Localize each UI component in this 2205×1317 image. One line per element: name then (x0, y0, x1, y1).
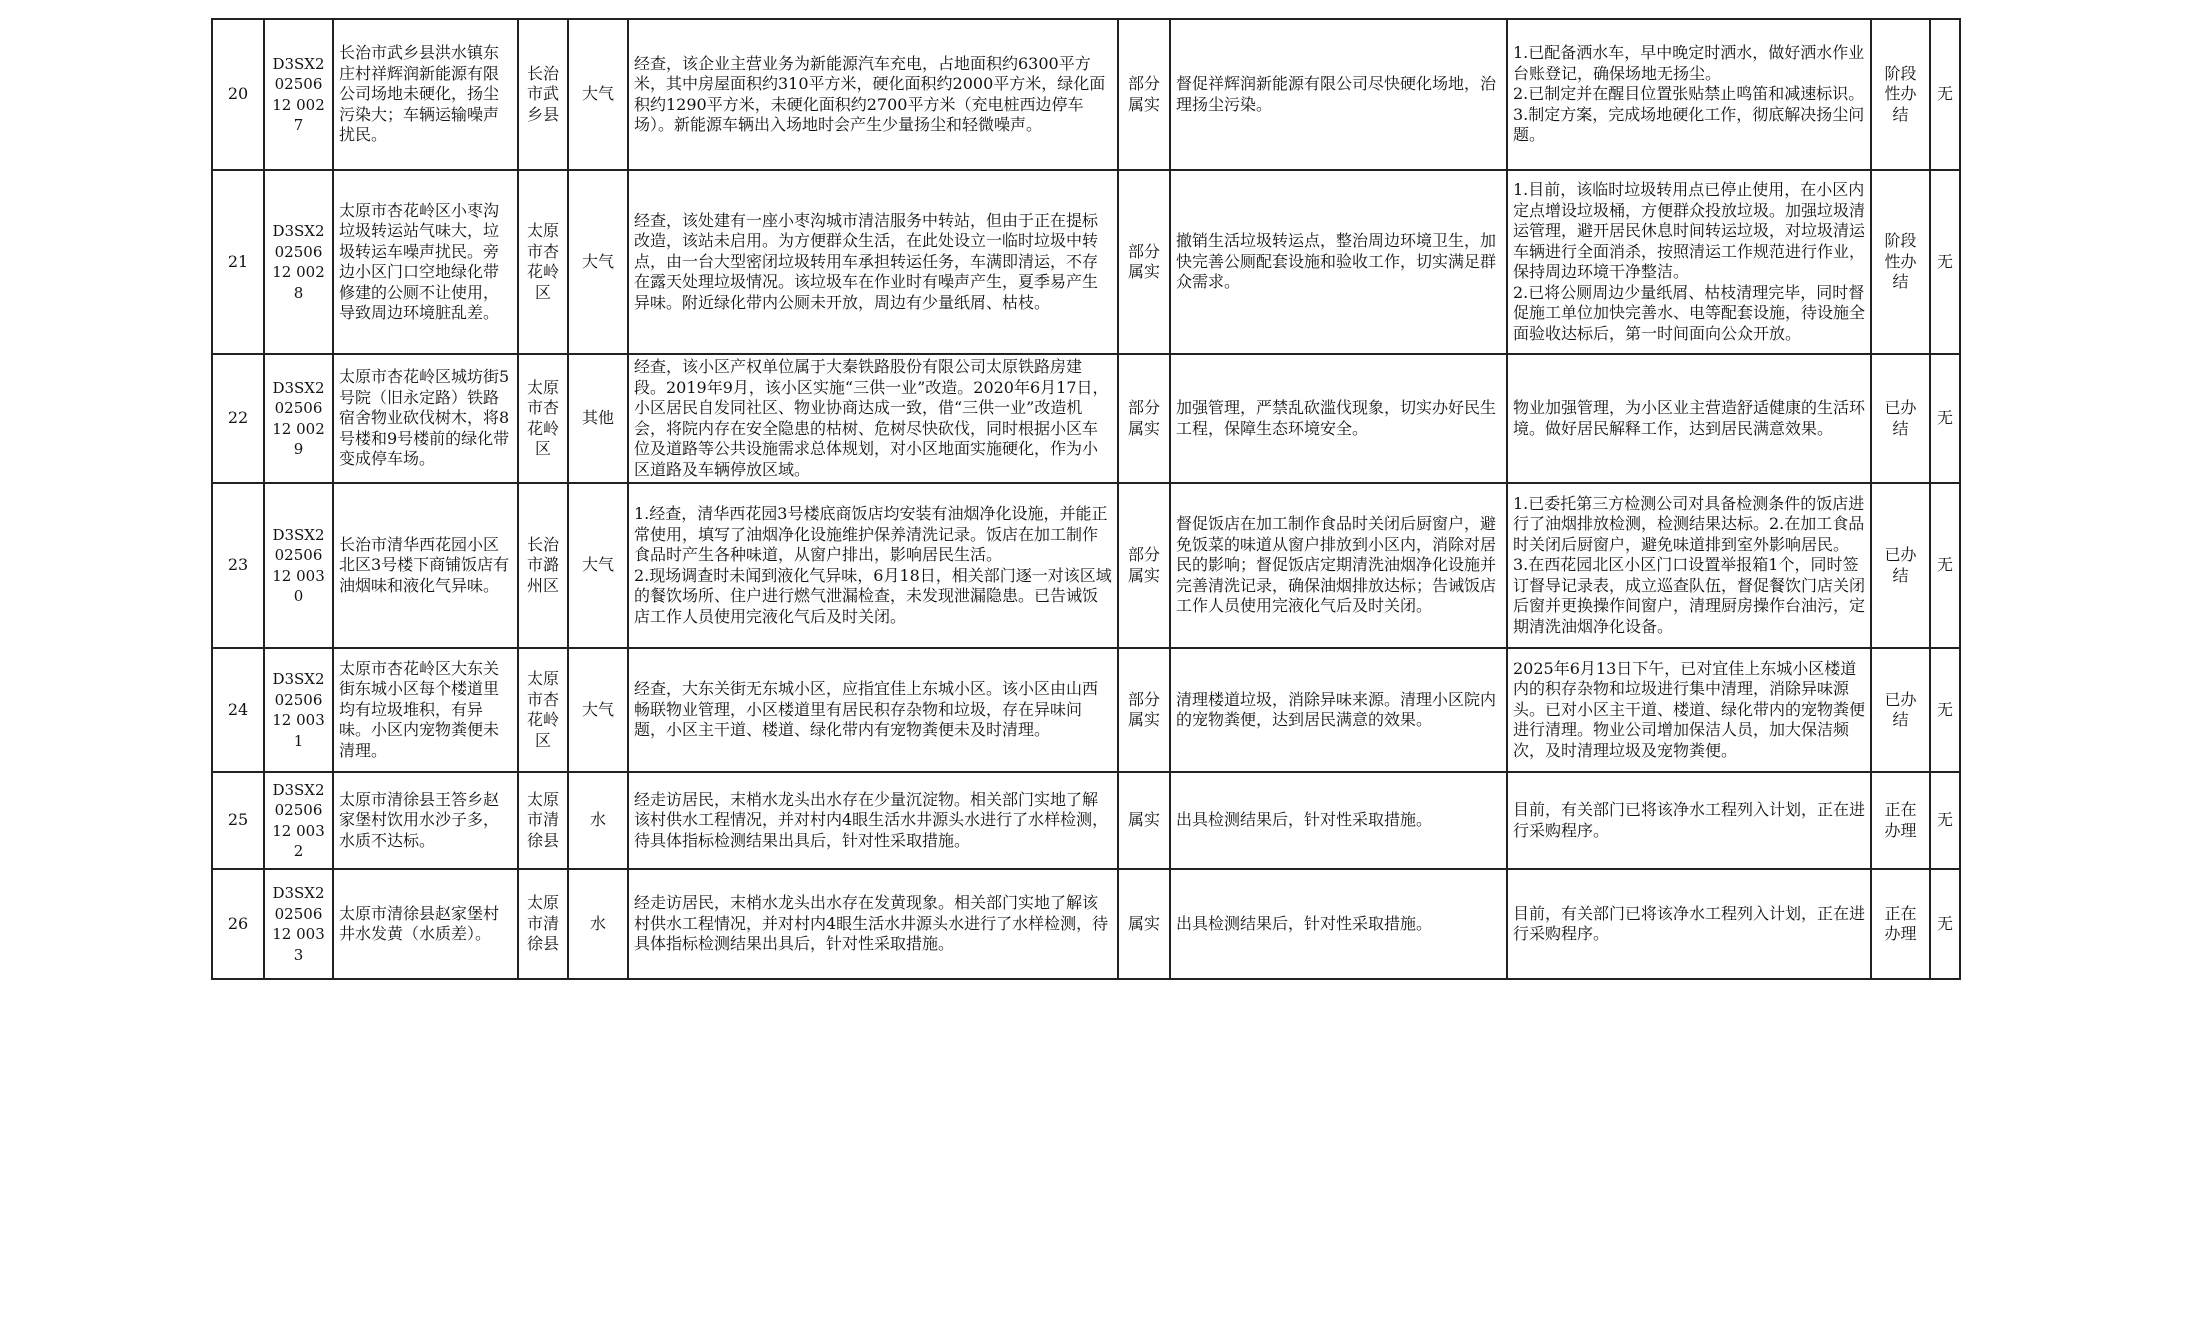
administrative-area: 太原市杏花岭区 (518, 170, 568, 354)
rectification-progress: 1.已委托第三方检测公司对具备检测条件的饭店进行了油烟排放检测，检测结果达标。2.在加工食品时关闭后厨窗户，避免味道排到室外影响居民。 3.在西花园北区小区门口设置举报箱1个，同时签订督导记录表，成立巡查队伍，督促餐饮门店关闭后窗并更换操作间窗户，清理厨房操作台油污，定期清洗油烟净化设备。 (1507, 483, 1871, 648)
administrative-area: 太原市杏花岭区 (518, 354, 568, 483)
problem-description: 太原市杏花岭区城坊街5号院（旧永定路）铁路宿舍物业砍伐树木，将8号楼和9号楼前的绿化带变成停车场。 (333, 354, 518, 483)
row-number: 26 (212, 869, 264, 979)
table-row (212, 354, 1960, 483)
accountability-note: 无 (1930, 869, 1960, 979)
rectification-progress: 目前，有关部门已将该净水工程列入计划，正在进行采购程序。 (1507, 772, 1871, 869)
handling-status: 已办结 (1871, 483, 1930, 648)
table-row (212, 170, 1960, 354)
case-id: D3SX20250612 0027 (264, 19, 333, 170)
problem-description: 太原市杏花岭区小枣沟垃圾转运站气味大，垃圾转运车噪声扰民。旁边小区门口空地绿化带修建的公厕不让使用，导致周边环境脏乱差。 (333, 170, 518, 354)
accountability-note: 无 (1930, 648, 1960, 772)
verification-result: 部分属实 (1118, 648, 1170, 772)
case-id: D3SX20250612 0030 (264, 483, 333, 648)
rectification-progress: 物业加强管理，为小区业主营造舒适健康的生活环境。做好居民解释工作，达到居民满意效果。 (1507, 354, 1871, 483)
problem-description: 太原市清徐县王答乡赵家堡村饮用水沙子多，水质不达标。 (333, 772, 518, 869)
rectification-requirement: 加强管理，严禁乱砍滥伐现象，切实办好民生工程，保障生态环境安全。 (1170, 354, 1507, 483)
administrative-area: 太原市清徐县 (518, 869, 568, 979)
rectification-progress: 1.目前，该临时垃圾转用点已停止使用，在小区内定点增设垃圾桶，方便群众投放垃圾。加强垃圾清运管理，避开居民休息时间转运垃圾，对垃圾清运车辆进行全面消杀，按照清运工作规范进行作业，保持周边环境干净整洁。 2.已将公厕周边少量纸屑、枯枝清理完毕，同时督促施工单位加快完善水、电等配套设施，待设施全面验收达标后，第一时间面向公众开放。 (1507, 170, 1871, 354)
verification-result: 部分属实 (1118, 19, 1170, 170)
accountability-note: 无 (1930, 354, 1960, 483)
row-number: 24 (212, 648, 264, 772)
investigation-findings: 经走访居民，末梢水龙头出水存在发黄现象。相关部门实地了解该村供水工程情况，并对村内4眼生活水井源头水进行了水样检测，待具体指标检测结果出具后，针对性采取措施。 (628, 869, 1118, 979)
investigation-findings: 经走访居民，末梢水龙头出水存在少量沉淀物。相关部门实地了解该村供水工程情况，并对村内4眼生活水井源头水进行了水样检测，待具体指标检测结果出具后，针对性采取措施。 (628, 772, 1118, 869)
case-id: D3SX20250612 0032 (264, 772, 333, 869)
complaint-table-sheet (211, 18, 1961, 980)
investigation-findings: 经查，该小区产权单位属于大秦铁路股份有限公司太原铁路房建段。2019年9月，该小区实施“三供一业”改造。2020年6月17日，小区居民自发同社区、物业协商达成一致，借“三供一业”改造机会，将院内存在安全隐患的枯树、危树尽快砍伐，同时根据小区车位及道路等公共设施需求总体规划，对小区地面实施硬化，作为小区道路及车辆停放区域。 (628, 354, 1118, 483)
verification-result: 属实 (1118, 772, 1170, 869)
rectification-requirement: 出具检测结果后，针对性采取措施。 (1170, 772, 1507, 869)
rectification-progress: 1.已配备洒水车，早中晚定时洒水，做好洒水作业台账登记，确保场地无扬尘。 2.已制定并在醒目位置张贴禁止鸣笛和减速标识。 3.制定方案，完成场地硬化工作，彻底解决扬尘问题。 (1507, 19, 1871, 170)
rectification-progress: 目前，有关部门已将该净水工程列入计划，正在进行采购程序。 (1507, 869, 1871, 979)
pollution-type: 水 (568, 869, 628, 979)
handling-status: 阶段性办结 (1871, 19, 1930, 170)
accountability-note: 无 (1930, 19, 1960, 170)
case-id: D3SX20250612 0031 (264, 648, 333, 772)
table-row (212, 772, 1960, 869)
handling-status: 已办结 (1871, 648, 1930, 772)
rectification-progress: 2025年6月13日下午，已对宜佳上东城小区楼道内的积存杂物和垃圾进行集中清理，消除异味源头。已对小区主干道、楼道、绿化带内的宠物粪便进行清理。物业公司增加保洁人员，加大保洁频次，及时清理垃圾及宠物粪便。 (1507, 648, 1871, 772)
complaint-table (211, 18, 1961, 980)
problem-description: 长治市清华西花园小区北区3号楼下商铺饭店有油烟味和液化气异味。 (333, 483, 518, 648)
accountability-note: 无 (1930, 170, 1960, 354)
administrative-area: 长治市武乡县 (518, 19, 568, 170)
accountability-note: 无 (1930, 483, 1960, 648)
row-number: 20 (212, 19, 264, 170)
verification-result: 属实 (1118, 869, 1170, 979)
row-number: 21 (212, 170, 264, 354)
row-number: 25 (212, 772, 264, 869)
pollution-type: 大气 (568, 19, 628, 170)
case-id: D3SX20250612 0028 (264, 170, 333, 354)
pollution-type: 大气 (568, 483, 628, 648)
rectification-requirement: 撤销生活垃圾转运点，整治周边环境卫生，加快完善公厕配套设施和验收工作，切实满足群众需求。 (1170, 170, 1507, 354)
verification-result: 部分属实 (1118, 354, 1170, 483)
rectification-requirement: 督促祥辉润新能源有限公司尽快硬化场地，治理扬尘污染。 (1170, 19, 1507, 170)
case-id: D3SX20250612 0033 (264, 869, 333, 979)
problem-description: 太原市杏花岭区大东关街东城小区每个楼道里均有垃圾堆积，有异味。小区内宠物粪便未清理。 (333, 648, 518, 772)
problem-description: 长治市武乡县洪水镇东庄村祥辉润新能源有限公司场地未硬化，扬尘污染大；车辆运输噪声扰民。 (333, 19, 518, 170)
administrative-area: 太原市杏花岭区 (518, 648, 568, 772)
investigation-findings: 1.经查，清华西花园3号楼底商饭店均安装有油烟净化设施，并能正常使用，填写了油烟净化设施维护保养清洗记录。饭店在加工制作食品时产生各种味道，从窗户排出，影响居民生活。 2.现场调查时未闻到液化气异味，6月18日，相关部门逐一对该区域的餐饮场所、住户进行燃气泄漏检查，未发现泄漏隐患。已告诫饭店工作人员使用完液化气后及时关闭。 (628, 483, 1118, 648)
verification-result: 部分属实 (1118, 483, 1170, 648)
verification-result: 部分属实 (1118, 170, 1170, 354)
problem-description: 太原市清徐县赵家堡村井水发黄（水质差）。 (333, 869, 518, 979)
table-row (212, 648, 1960, 772)
handling-status: 正在办理 (1871, 869, 1930, 979)
pollution-type: 水 (568, 772, 628, 869)
rectification-requirement: 督促饭店在加工制作食品时关闭后厨窗户，避免饭菜的味道从窗户排放到小区内，消除对居民的影响；督促饭店定期清洗油烟净化设施并完善清洗记录，确保油烟排放达标；告诫饭店工作人员使用完液化气后及时关闭。 (1170, 483, 1507, 648)
table-row (212, 19, 1960, 170)
handling-status: 正在办理 (1871, 772, 1930, 869)
pollution-type: 大气 (568, 648, 628, 772)
accountability-note: 无 (1930, 772, 1960, 869)
table-row (212, 483, 1960, 648)
rectification-requirement: 清理楼道垃圾，消除异味来源。清理小区院内的宠物粪便，达到居民满意的效果。 (1170, 648, 1507, 772)
pollution-type: 大气 (568, 170, 628, 354)
table-row (212, 869, 1960, 979)
row-number: 23 (212, 483, 264, 648)
investigation-findings: 经查，大东关街无东城小区，应指宜佳上东城小区。该小区由山西畅联物业管理，小区楼道里有居民积存杂物和垃圾，存在异味问题，小区主干道、楼道、绿化带内有宠物粪便未及时清理。 (628, 648, 1118, 772)
handling-status: 已办结 (1871, 354, 1930, 483)
investigation-findings: 经查，该企业主营业务为新能源汽车充电，占地面积约6300平方米，其中房屋面积约310平方米，硬化面积约2000平方米，绿化面积约1290平方米，未硬化面积约2700平方米（充电桩西边停车场）。新能源车辆出入场地时会产生少量扬尘和轻微噪声。 (628, 19, 1118, 170)
administrative-area: 太原市清徐县 (518, 772, 568, 869)
investigation-findings: 经查，该处建有一座小枣沟城市清洁服务中转站，但由于正在提标改造，该站未启用。为方便群众生活，在此处设立一临时垃圾中转点，由一台大型密闭垃圾转用车承担转运任务，车满即清运，不存在露天处理垃圾情况。该垃圾车在作业时有噪声产生，夏季易产生异味。附近绿化带内公厕未开放，周边有少量纸屑、枯枝。 (628, 170, 1118, 354)
row-number: 22 (212, 354, 264, 483)
handling-status: 阶段性办结 (1871, 170, 1930, 354)
case-id: D3SX20250612 0029 (264, 354, 333, 483)
administrative-area: 长治市潞州区 (518, 483, 568, 648)
rectification-requirement: 出具检测结果后，针对性采取措施。 (1170, 869, 1507, 979)
pollution-type: 其他 (568, 354, 628, 483)
